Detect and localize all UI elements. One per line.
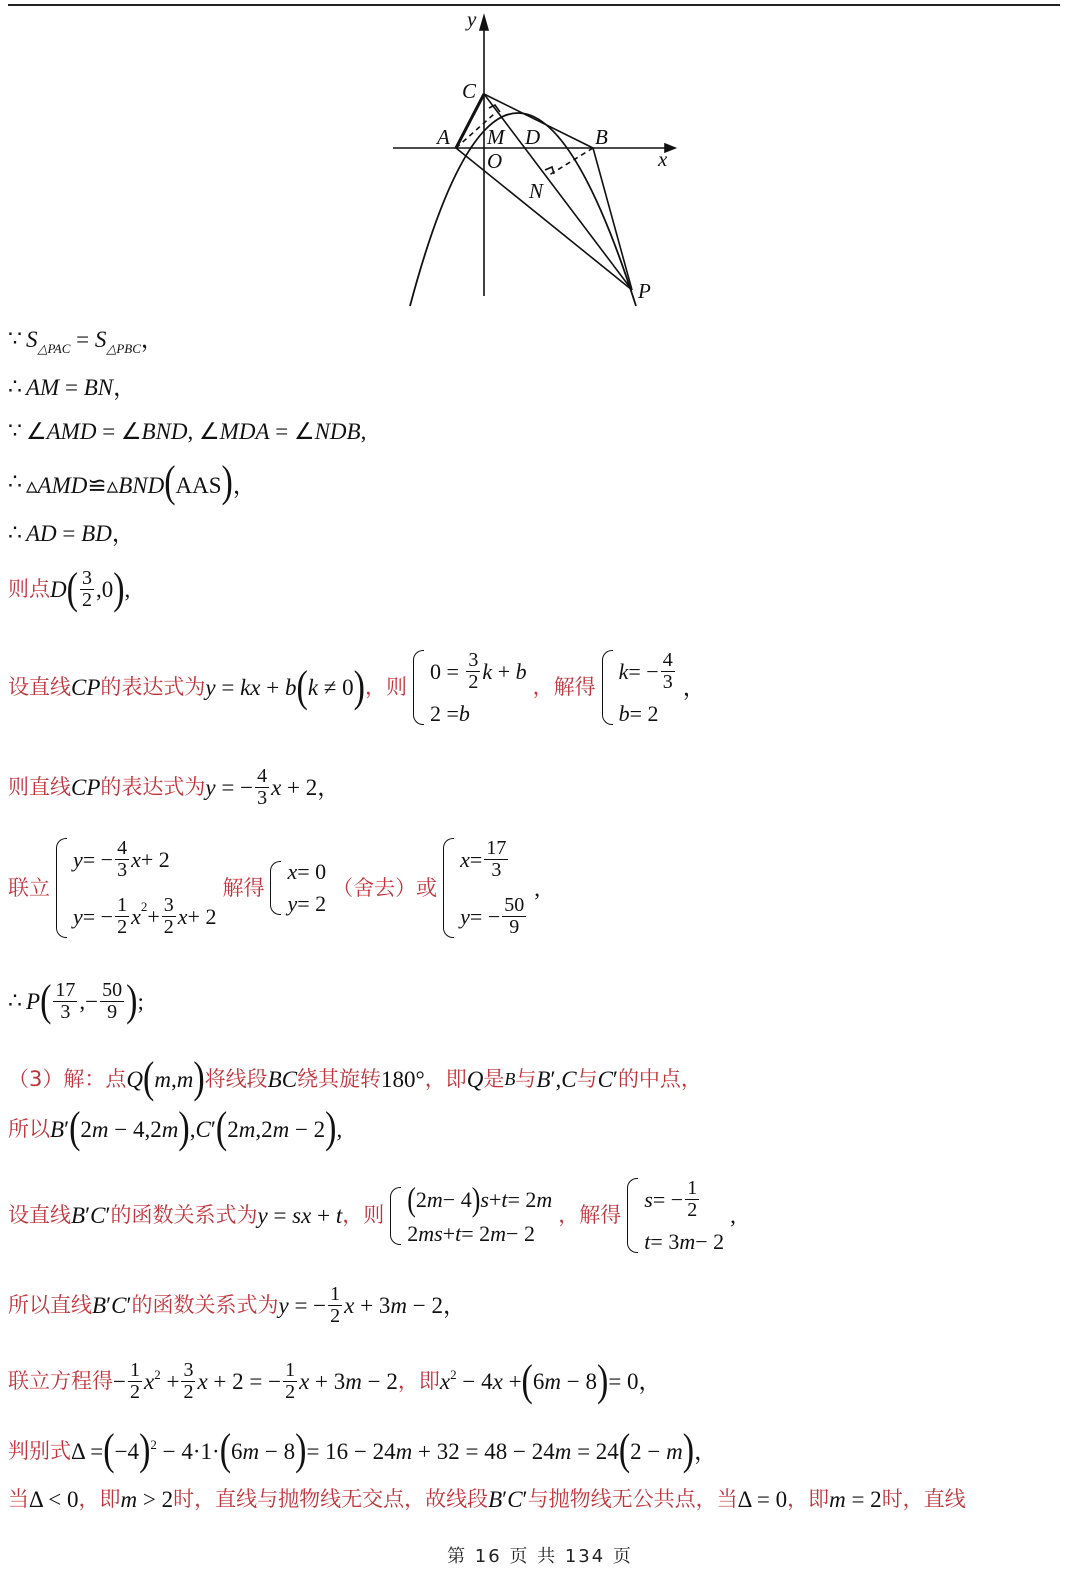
label-A: A [437,125,450,149]
line-bc-result: 所以直线 B′C′ 的函数关系式为 y = − $\frac{1}{2}$ x + 3m − 2， [8,1283,466,1327]
label-C: C [462,79,477,103]
line-angles: ∵ ∠AMD = ∠BND, ∠MDA = ∠NDB, [8,418,367,444]
line-area-equal: ∵ $S_{\triangle PAC} = S_{\triangle PBC}$， [8,326,164,356]
parabola-figure [0,0,1080,320]
label-B: B [595,125,608,149]
line-conclusion: 当 Δ < 0 ，即 m > 2 时，直线与抛物线无交点，故线段 B′C′ 与抛物线无公共点，当 Δ = 0 ，即 m = 2 时，直线 [8,1487,966,1512]
line-point-d: 则点 D ( $\frac{3}{2}$ ,0 ) , [8,564,131,613]
segment-BP [593,148,632,290]
line-ad-bd: ∴ AD = BD， [8,520,135,546]
line-set-bc: 设直线 B′C′ 的函数关系式为 y = sx + t ，则 ( 2 m − 4 ) s + t = 2 m 2 ms + t = 2 m − 2 ，解得 s = − $\frac{1}{2}$ t = 3 m − 2 , [8,1177,736,1254]
line-congruent: ∴ ▵AMD≌▵BND(AAS)， [8,458,256,507]
line-point-p: ∴ P ( $\frac{17}{3}$ ,− $\frac{50}{9}$ ) ; [8,976,144,1025]
line-equation: 联立方程得 − $\frac{1}{2}$ $x^2$ + $\frac{3}{2}$ x + 2 = − $\frac{1}{2}$ x + 3m − 2 ，即 $x^2 - 4x$ + ( 6m − 8 ) = 0， [8,1356,662,1405]
line-am-bn: ∴ AM = BN， [8,374,137,400]
label-y: y [467,7,477,31]
label-x: x [658,147,668,171]
line-bprime-cprime: 所以 B′ ( 2m − 4,2m ) ,C′ ( 2m,2m − 2 ) , [8,1104,343,1153]
label-P: P [638,279,651,303]
page-footer: 第 16 页 共 134 页 [447,1546,633,1567]
line-part3: （3）解：点 Q ( m,m ) 将线段 BC 绕其旋转 180° ，即 Q 是 B 与 B′,C 与 C′ 的中点， [8,1054,702,1103]
line-cp-result: 则直线 CP 的表达式为 y = − $\frac{4}{3}$ x + 2， [8,765,341,809]
line-discriminant: 判别式 Δ = ( −4 ) $^2$ − 4·1· ( 6m − 8 ) = 16 − 24m + 32 = 48 − 24m = 24 ( 2 − m ) ， [8,1426,718,1475]
label-D: D [525,125,541,149]
line-lianli: 联立 y = − $\frac{4}{3}$ x + 2 y = − $\frac{1}{2}$ x 2 + $\frac{3}{2}$ x + 2 解得 x = 0 y = 2 （舍去）或 x = $\frac{17}{3}$ y = − $\frac{50}{9}$ , [8,837,540,938]
line-set-cp: 设直线 CP 的表达式为 y = kx + b ( k ≠ 0 ) ，则 0 = $\frac{3}{2}$ k + b 2 = b ，解得 k = − $\frac{4}{3}$ b = 2 ， [8,649,706,726]
label-M: M [487,125,505,149]
y-axis-arrow [480,16,488,30]
segment-CP [484,94,632,290]
segment-AP [456,148,632,290]
label-O: O [487,149,503,173]
label-N: N [529,179,544,203]
